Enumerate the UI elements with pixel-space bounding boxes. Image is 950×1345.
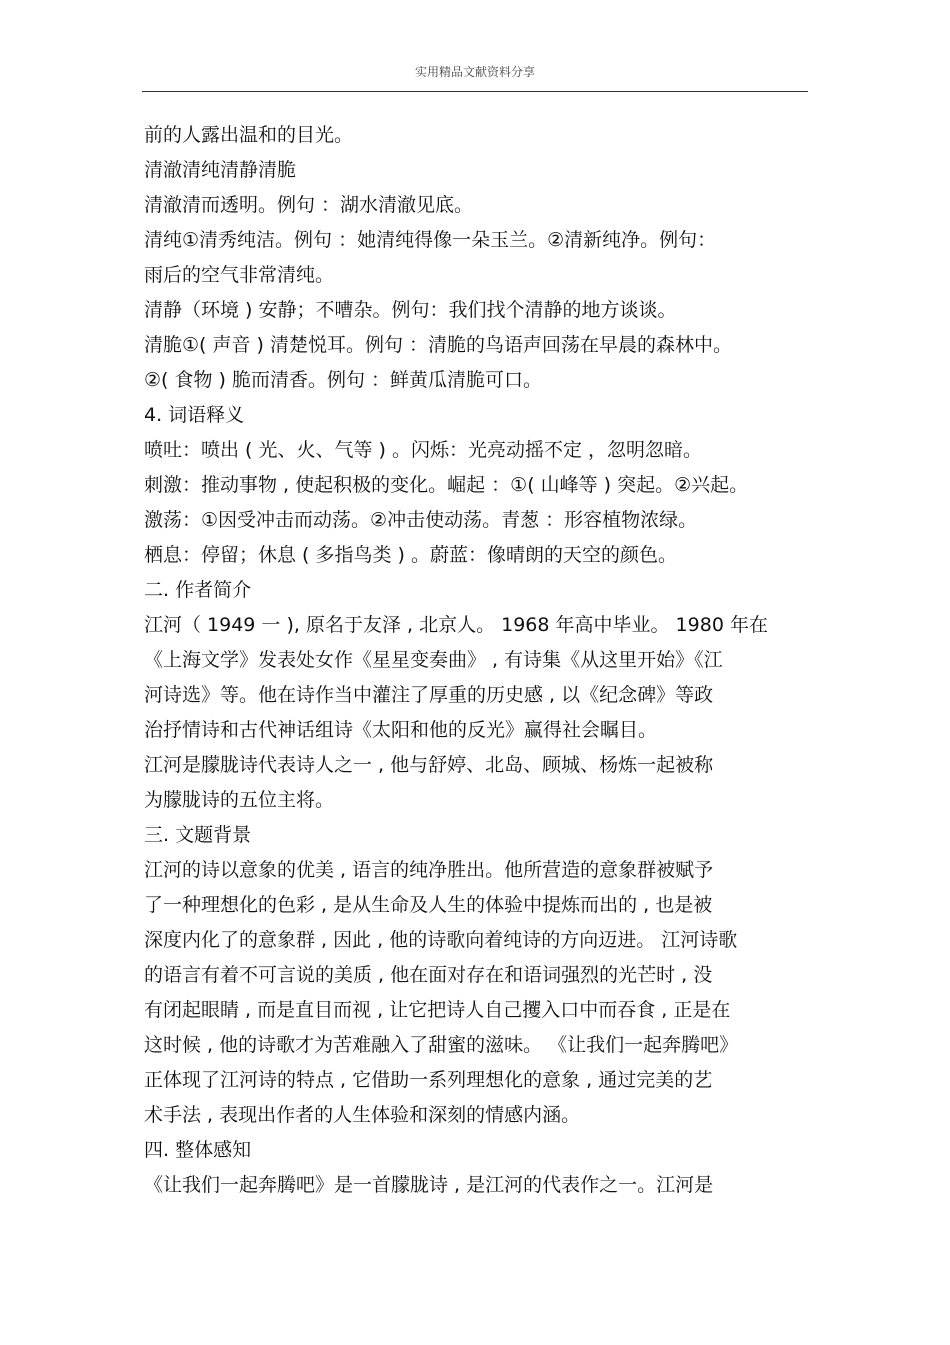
text-line: 这时候 , 他的诗歌才为苦难融入了甜蜜的滋味。 《让我们一起奔腾吧》 <box>144 1034 739 1056</box>
text-line: 术手法 , 表现出作者的人生体验和深刻的情感内涵。 <box>144 1104 581 1126</box>
text-line: 治抒情诗和古代神话组诗《太阳和他的反光》赢得社会瞩目。 <box>144 719 658 741</box>
text-line: 有闭起眼睛 , 而是直目而视 , 让它把诗人自己攫入口中而吞食 , 正是在 <box>144 999 731 1021</box>
text-line: 清澈清纯清静清脆 <box>144 159 297 181</box>
header-title: 实用精品文献资料分享 <box>414 65 535 79</box>
text-line: 河诗选》等。他在诗作当中灌注了厚重的历史感 , 以《纪念碑》等政 <box>144 684 714 706</box>
text-line: 喷吐：喷出 ( 光、火、气等 ) 。闪烁：光亮动摇不定 ，忽明忽暗。 <box>144 439 703 461</box>
text-line: 为朦胧诗的五位主将。 <box>144 789 335 811</box>
text-line: 江河（ 1949 一 ), 原名于友泽 , 北京人。 1968 年高中毕业。 1980 年在 <box>144 614 768 636</box>
text-line: 深度内化了的意象群 , 因此 , 他的诗歌向着纯诗的方向迈进。 江河诗歌 <box>144 929 738 951</box>
section-heading: 三. 文题背景 <box>144 824 252 846</box>
text-line: ②( 食物 ) 脆而清香。例句 ：鲜黄瓜清脆可口。 <box>144 369 543 391</box>
text-line: 了一种理想化的色彩 , 是从生命及人生的体验中提炼而出的 , 也是被 <box>144 894 713 916</box>
text-line: 江河是朦胧诗代表诗人之一 , 他与舒婷、北岛、顾城、杨炼一起被称 <box>144 754 714 776</box>
text-line: 的语言有着不可言说的美质 , 他在面对存在和语词强烈的光芒时 , 没 <box>144 964 713 986</box>
text-line: 刺激：推动事物 , 使起积极的变化。崛起 ：①( 山峰等 ) 突起。②兴起。 <box>144 474 749 496</box>
document-body <box>144 118 808 1203</box>
text-line: 清澈清而透明。例句 ：湖水清澈见底。 <box>144 194 474 216</box>
text-line: 《让我们一起奔腾吧》是一首朦胧诗 , 是江河的代表作之一。江河是 <box>144 1174 714 1196</box>
section-heading: 四. 整体感知 <box>144 1139 252 1161</box>
section-heading: 二. 作者简介 <box>144 579 252 601</box>
text-line: 清脆①( 声音 ) 清楚悦耳。例句 ：清脆的鸟语声回荡在早晨的森林中。 <box>144 334 733 356</box>
section-heading: 4. 词语释义 <box>144 404 245 426</box>
text-line: 前的人露出温和的目光。 <box>144 124 354 146</box>
text-line: 清纯①清秀纯洁。例句 ：她清纯得像一朵玉兰。②清新纯净。例句： <box>144 229 717 251</box>
page-header <box>142 62 808 92</box>
text-line: 江河的诗以意象的优美 , 语言的纯净胜出。他所营造的意象群被赋予 <box>144 859 714 881</box>
text-line: 雨后的空气非常清纯。 <box>144 264 335 286</box>
text-line: 栖息：停留；休息 ( 多指鸟类 ) 。蔚蓝：像晴朗的天空的颜色。 <box>144 544 677 566</box>
text-line: 清静（环境 ) 安静；不嘈杂。例句：我们找个清静的地方谈谈。 <box>144 299 677 321</box>
text-line: 正体现了江河诗的特点 , 它借助一系列理想化的意象 , 通过完美的艺 <box>144 1069 713 1091</box>
text-line: 激荡：①因受冲击而动荡。②冲击使动荡。青葱 ：形容植物浓绿。 <box>144 509 698 531</box>
text-line: 《上海文学》发表处女作《星星变奏曲》 , 有诗集《从这里开始》《江 <box>144 649 723 671</box>
